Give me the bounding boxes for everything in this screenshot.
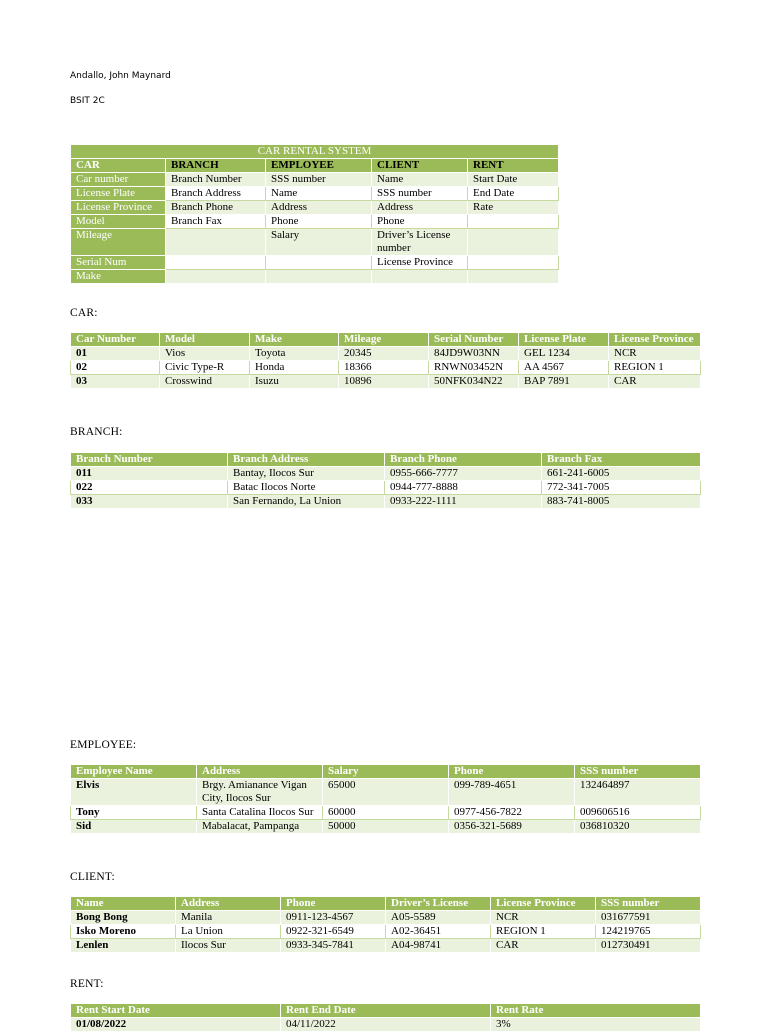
erd-cell (266, 256, 372, 270)
table-row (71, 925, 701, 939)
rent-section-label: RENT: (70, 978, 104, 990)
erd-row (71, 270, 559, 284)
column-header: Serial Number (429, 333, 519, 347)
column-header: License Province (491, 897, 596, 911)
table-cell: 20345 (339, 347, 429, 361)
column-header: Name (71, 897, 176, 911)
erd-cell: Branch Phone (166, 201, 266, 215)
table-cell: Elvis (71, 779, 197, 806)
erd-cell: SSS number (266, 173, 372, 187)
table-cell: 0356-321-5689 (449, 820, 575, 834)
table-cell: 60000 (323, 806, 449, 820)
table-header-row (71, 765, 701, 779)
column-header: Rent Start Date (71, 1004, 281, 1018)
erd-cell: Model (71, 215, 166, 229)
table-cell: 036810320 (575, 820, 701, 834)
erd-cell: Address (266, 201, 372, 215)
branch-section-label: BRANCH: (70, 426, 123, 438)
car-table (70, 332, 701, 389)
table-cell: 03 (71, 375, 160, 389)
table-cell: 50000 (323, 820, 449, 834)
erd-cell: Branch Number (166, 173, 266, 187)
table-cell: 0955-666-7777 (385, 467, 542, 481)
table-row (71, 779, 701, 806)
table-row (71, 467, 701, 481)
table-cell: BAP 7891 (519, 375, 609, 389)
table-cell: 65000 (323, 779, 449, 806)
table-cell: Civic Type-R (160, 361, 250, 375)
table-cell: Manila (176, 911, 281, 925)
table-cell: 10896 (339, 375, 429, 389)
table-cell: 0911-123-4567 (281, 911, 386, 925)
student-name: Andallo, John Maynard (70, 71, 171, 81)
table-cell: Tony (71, 806, 197, 820)
erd-cell: License Province (372, 256, 468, 270)
column-header: Address (197, 765, 323, 779)
column-header: Driver’s License (386, 897, 491, 911)
erd-header: CAR (71, 159, 166, 173)
table-cell: AA 4567 (519, 361, 609, 375)
erd-cell (468, 229, 559, 256)
erd-row (71, 229, 559, 256)
erd-row (71, 215, 559, 229)
table-cell: 84JD9W03NN (429, 347, 519, 361)
table-cell: 0977-456-7822 (449, 806, 575, 820)
table-row (71, 495, 701, 509)
erd-cell: Rate (468, 201, 559, 215)
erd-cell (166, 229, 266, 256)
table-cell: Sid (71, 820, 197, 834)
table-cell: 0944-777-8888 (385, 481, 542, 495)
table-cell: Vios (160, 347, 250, 361)
column-header: Address (176, 897, 281, 911)
table-cell: Mabalacat, Pampanga (197, 820, 323, 834)
erd-header: RENT (468, 159, 559, 173)
erd-cell: SSS number (372, 187, 468, 201)
table-row (71, 347, 701, 361)
erd-cell: Mileage (71, 229, 166, 256)
branch-table (70, 452, 701, 509)
column-header: License Province (609, 333, 701, 347)
table-cell: A05-5589 (386, 911, 491, 925)
erd-cell (166, 270, 266, 284)
table-cell: 031677591 (596, 911, 701, 925)
erd-cell: Serial Num (71, 256, 166, 270)
column-header: Branch Address (228, 453, 385, 467)
erd-header: CLIENT (372, 159, 468, 173)
erd-cell (468, 270, 559, 284)
table-cell: 3% (491, 1018, 701, 1032)
table-cell: 01 (71, 347, 160, 361)
table-row (71, 820, 701, 834)
erd-cell: Make (71, 270, 166, 284)
table-row (71, 1018, 701, 1032)
erd-cell: Start Date (468, 173, 559, 187)
column-header: Branch Phone (385, 453, 542, 467)
table-cell: A02-36451 (386, 925, 491, 939)
table-cell: 02 (71, 361, 160, 375)
client-section-label: CLIENT: (70, 871, 115, 883)
column-header: Branch Number (71, 453, 228, 467)
table-cell: 772-341-7005 (542, 481, 701, 495)
client-table (70, 896, 701, 953)
column-header: Car Number (71, 333, 160, 347)
table-cell: Brgy. Amianance Vigan City, Ilocos Sur (197, 779, 323, 806)
table-cell: NCR (609, 347, 701, 361)
erd-cell: Name (372, 173, 468, 187)
table-cell: 012730491 (596, 939, 701, 953)
erd-cell: Address (372, 201, 468, 215)
table-cell: Ilocos Sur (176, 939, 281, 953)
erd-cell: Phone (266, 215, 372, 229)
column-header: Model (160, 333, 250, 347)
column-header: Phone (281, 897, 386, 911)
table-cell: 04/11/2022 (281, 1018, 491, 1032)
erd-table (70, 144, 559, 284)
table-cell: Isuzu (250, 375, 339, 389)
column-header: Rent End Date (281, 1004, 491, 1018)
column-header: Salary (323, 765, 449, 779)
table-cell: Honda (250, 361, 339, 375)
table-cell: Isko Moreno (71, 925, 176, 939)
table-cell: NCR (491, 911, 596, 925)
column-header: Branch Fax (542, 453, 701, 467)
erd-row (71, 201, 559, 215)
student-section: BSIT 2C (70, 96, 105, 106)
table-cell: Bantay, Ilocos Sur (228, 467, 385, 481)
table-cell: 661-241-6005 (542, 467, 701, 481)
erd-cell (468, 256, 559, 270)
table-row (71, 361, 701, 375)
employee-table (70, 764, 701, 834)
column-header: Mileage (339, 333, 429, 347)
erd-cell (266, 270, 372, 284)
table-cell: 132464897 (575, 779, 701, 806)
table-cell: Crosswind (160, 375, 250, 389)
table-cell: 01/08/2022 (71, 1018, 281, 1032)
erd-row (71, 187, 559, 201)
table-cell: 883-741-8005 (542, 495, 701, 509)
rent-table (70, 1003, 701, 1032)
erd-cell: Name (266, 187, 372, 201)
table-cell: Lenlen (71, 939, 176, 953)
erd-cell (468, 215, 559, 229)
column-header: SSS number (596, 897, 701, 911)
erd-header: EMPLOYEE (266, 159, 372, 173)
table-cell: 0922-321-6549 (281, 925, 386, 939)
erd-row (71, 173, 559, 187)
erd-cell: Car number (71, 173, 166, 187)
table-cell: RNWN03452N (429, 361, 519, 375)
column-header: Rent Rate (491, 1004, 701, 1018)
table-cell: CAR (609, 375, 701, 389)
erd-cell: License Province (71, 201, 166, 215)
table-row (71, 806, 701, 820)
table-cell: 50NFK034N22 (429, 375, 519, 389)
table-cell: 099-789-4651 (449, 779, 575, 806)
table-cell: La Union (176, 925, 281, 939)
table-cell: REGION 1 (609, 361, 701, 375)
erd-row (71, 256, 559, 270)
table-cell: 0933-222-1111 (385, 495, 542, 509)
column-header: Employee Name (71, 765, 197, 779)
erd-cell: Phone (372, 215, 468, 229)
erd-cell: Branch Fax (166, 215, 266, 229)
car-section-label: CAR: (70, 307, 98, 319)
table-cell: Bong Bong (71, 911, 176, 925)
table-cell: 011 (71, 467, 228, 481)
table-cell: GEL 1234 (519, 347, 609, 361)
table-header-row (71, 1004, 701, 1018)
erd-cell: End Date (468, 187, 559, 201)
table-cell: San Fernando, La Union (228, 495, 385, 509)
table-cell: 009606516 (575, 806, 701, 820)
erd-cell: Branch Address (166, 187, 266, 201)
erd-title: CAR RENTAL SYSTEM (71, 145, 559, 159)
column-header: Make (250, 333, 339, 347)
table-cell: 033 (71, 495, 228, 509)
table-cell: CAR (491, 939, 596, 953)
table-cell: Toyota (250, 347, 339, 361)
column-header: SSS number (575, 765, 701, 779)
erd-header: BRANCH (166, 159, 266, 173)
erd-cell (372, 270, 468, 284)
table-cell: A04-98741 (386, 939, 491, 953)
column-header: License Plate (519, 333, 609, 347)
table-cell: 18366 (339, 361, 429, 375)
table-cell: Batac Ilocos Norte (228, 481, 385, 495)
table-row (71, 481, 701, 495)
erd-cell (166, 256, 266, 270)
employee-section-label: EMPLOYEE: (70, 739, 137, 751)
column-header: Phone (449, 765, 575, 779)
table-row (71, 911, 701, 925)
table-row (71, 375, 701, 389)
erd-cell: Driver’s License number (372, 229, 468, 256)
table-header-row (71, 333, 701, 347)
table-cell: REGION 1 (491, 925, 596, 939)
erd-cell: Salary (266, 229, 372, 256)
table-header-row (71, 453, 701, 467)
table-cell: 022 (71, 481, 228, 495)
table-cell: 124219765 (596, 925, 701, 939)
erd-cell: License Plate (71, 187, 166, 201)
table-row (71, 939, 701, 953)
table-header-row (71, 897, 701, 911)
table-cell: Santa Catalina Ilocos Sur (197, 806, 323, 820)
table-cell: 0933-345-7841 (281, 939, 386, 953)
